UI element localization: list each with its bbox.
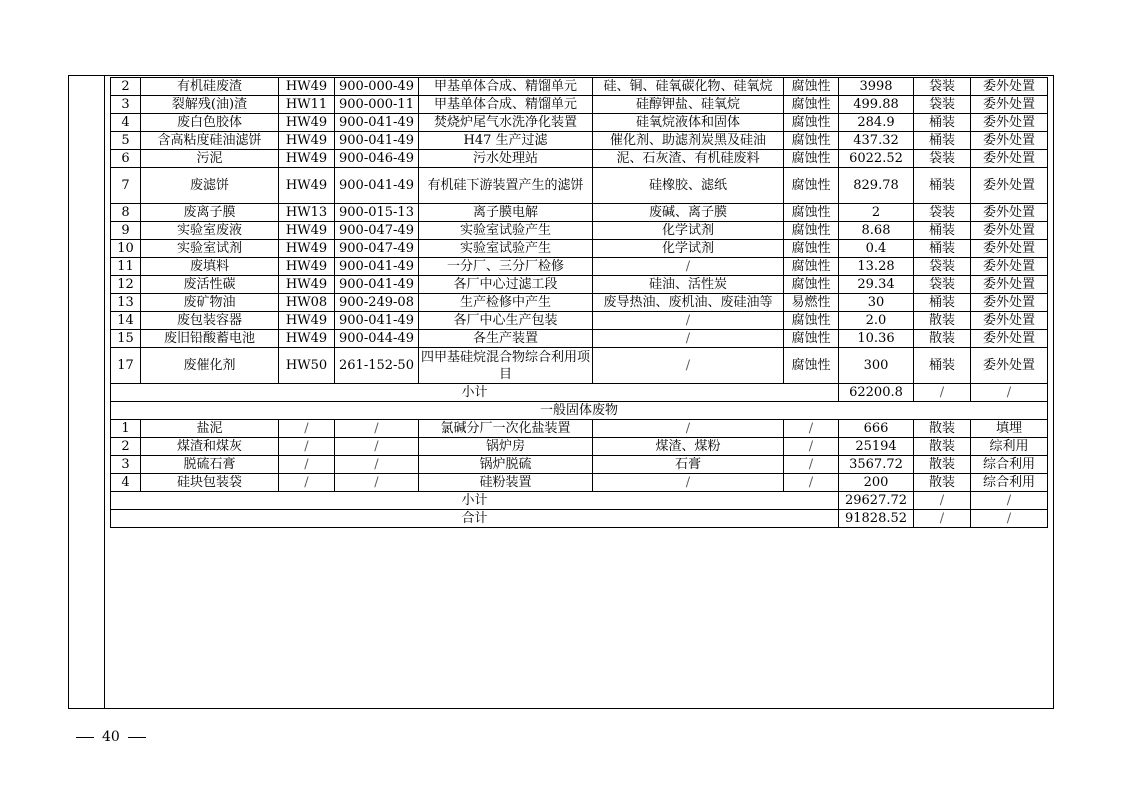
cell-component: 泥、石灰渣、有机硅废料 — [593, 150, 784, 168]
subtotal-disposal: / — [971, 384, 1048, 402]
cell-code: HW13 — [279, 204, 335, 222]
cell-property: 腐蚀性 — [784, 78, 839, 96]
cell-source: 四甲基硅烷混合物综合利用项目 — [419, 348, 593, 384]
cell-pack: 桶装 — [914, 348, 971, 384]
total-disposal: / — [971, 510, 1048, 528]
cell-amount: 2.0 — [839, 312, 914, 330]
cell-code: HW49 — [279, 330, 335, 348]
cell-amount: 437.32 — [839, 132, 914, 150]
cell-disposal: 委外处置 — [971, 240, 1048, 258]
hazardous-subtotal — [111, 384, 1048, 420]
cell-sub: 900-249-08 — [335, 294, 419, 312]
cell-amount: 25194 — [839, 438, 914, 456]
cell-disposal: 委外处置 — [971, 276, 1048, 294]
cell-source: 生产检修中产生 — [419, 294, 593, 312]
cell-name: 废填料 — [141, 258, 279, 276]
cell-component: 化学试剂 — [593, 240, 784, 258]
cell-code: HW08 — [279, 294, 335, 312]
table-row — [111, 312, 1048, 330]
cell-sub: 900-041-49 — [335, 258, 419, 276]
cell-name: 裂解残(油)渣 — [141, 96, 279, 114]
cell-no: 4 — [111, 114, 141, 132]
cell-sub: 900-046-49 — [335, 150, 419, 168]
cell-disposal: 委外处置 — [971, 222, 1048, 240]
cell-no: 5 — [111, 132, 141, 150]
cell-code: / — [279, 456, 335, 474]
table-row — [111, 78, 1048, 96]
cell-property: 腐蚀性 — [784, 96, 839, 114]
cell-amount: 30 — [839, 294, 914, 312]
cell-property: 腐蚀性 — [784, 258, 839, 276]
cell-source: 各生产装置 — [419, 330, 593, 348]
cell-no: 2 — [111, 438, 141, 456]
cell-source: 有机硅下游装置产生的滤饼 — [419, 168, 593, 204]
cell-sub: 261-152-50 — [335, 348, 419, 384]
cell-disposal: 委外处置 — [971, 330, 1048, 348]
cell-disposal: 委外处置 — [971, 258, 1048, 276]
cell-property: / — [784, 456, 839, 474]
table-row — [111, 222, 1048, 240]
cell-property: / — [784, 438, 839, 456]
cell-property: 腐蚀性 — [784, 114, 839, 132]
cell-sub: 900-041-49 — [335, 168, 419, 204]
table-row — [111, 510, 1048, 528]
table-row — [111, 240, 1048, 258]
cell-amount: 6022.52 — [839, 150, 914, 168]
cell-sub: 900-015-13 — [335, 204, 419, 222]
cell-amount: 284.9 — [839, 114, 914, 132]
cell-disposal: 委外处置 — [971, 204, 1048, 222]
table-row — [111, 330, 1048, 348]
cell-code: HW11 — [279, 96, 335, 114]
cell-source: 一分厂、三分厂检修 — [419, 258, 593, 276]
cell-source: 实验室试验产生 — [419, 240, 593, 258]
total-pack: / — [914, 510, 971, 528]
cell-code: HW49 — [279, 150, 335, 168]
cell-component: 硅氧烷液体和固体 — [593, 114, 784, 132]
cell-sub: / — [335, 438, 419, 456]
cell-name: 废催化剂 — [141, 348, 279, 384]
subtotal-label: 小计 — [111, 384, 839, 402]
total-amount: 91828.52 — [839, 510, 914, 528]
cell-sub: 900-041-49 — [335, 276, 419, 294]
cell-amount: 10.36 — [839, 330, 914, 348]
cell-pack: 散装 — [914, 312, 971, 330]
cell-disposal: 委外处置 — [971, 132, 1048, 150]
subtotal-amount: 29627.72 — [839, 492, 914, 510]
cell-sub: 900-000-49 — [335, 78, 419, 96]
cell-component: 废碱、离子膜 — [593, 204, 784, 222]
cell-no: 13 — [111, 294, 141, 312]
cell-property: 腐蚀性 — [784, 276, 839, 294]
cell-code: HW49 — [279, 114, 335, 132]
cell-amount: 8.68 — [839, 222, 914, 240]
waste-table — [110, 77, 1048, 528]
cell-property: 腐蚀性 — [784, 222, 839, 240]
cell-pack: 散装 — [914, 474, 971, 492]
cell-pack: 桶装 — [914, 132, 971, 150]
table-row — [111, 168, 1048, 204]
cell-source: 实验室试验产生 — [419, 222, 593, 240]
cell-pack: 桶装 — [914, 114, 971, 132]
left-dash — [76, 737, 94, 738]
cell-no: 1 — [111, 420, 141, 438]
cell-component: 化学试剂 — [593, 222, 784, 240]
cell-source: 各厂中心生产包装 — [419, 312, 593, 330]
cell-amount: 666 — [839, 420, 914, 438]
cell-disposal: 委外处置 — [971, 150, 1048, 168]
cell-amount: 499.88 — [839, 96, 914, 114]
subtotal-label: 小计 — [111, 492, 839, 510]
cell-disposal: 委外处置 — [971, 114, 1048, 132]
table-row — [111, 132, 1048, 150]
cell-source: 甲基单体合成、精馏单元 — [419, 96, 593, 114]
cell-code: HW50 — [279, 348, 335, 384]
cell-no: 2 — [111, 78, 141, 96]
cell-pack: 散装 — [914, 456, 971, 474]
cell-amount: 2 — [839, 204, 914, 222]
cell-no: 10 — [111, 240, 141, 258]
cell-disposal: 委外处置 — [971, 348, 1048, 384]
table-row — [111, 474, 1048, 492]
page-number: 40 — [102, 729, 120, 745]
cell-code: / — [279, 420, 335, 438]
table-row — [111, 348, 1048, 384]
cell-sub: / — [335, 456, 419, 474]
cell-pack: 袋装 — [914, 258, 971, 276]
table-row — [111, 204, 1048, 222]
cell-code: HW49 — [279, 222, 335, 240]
cell-name: 废活性碳 — [141, 276, 279, 294]
cell-source: 甲基单体合成、精馏单元 — [419, 78, 593, 96]
cell-no: 17 — [111, 348, 141, 384]
cell-pack: 桶装 — [914, 168, 971, 204]
cell-component: / — [593, 330, 784, 348]
cell-component: 硅、铜、硅氧碳化物、硅氧烷 — [593, 78, 784, 96]
cell-no: 6 — [111, 150, 141, 168]
cell-disposal: 综利用 — [971, 438, 1048, 456]
cell-name: 废离子膜 — [141, 204, 279, 222]
cell-property: / — [784, 474, 839, 492]
cell-component: 硅油、活性炭 — [593, 276, 784, 294]
total-label: 合计 — [111, 510, 839, 528]
section-header-general-waste: 一般固体废物 — [111, 402, 1048, 420]
table-row — [111, 492, 1048, 510]
subtotal-pack: / — [914, 384, 971, 402]
cell-source: 污水处理站 — [419, 150, 593, 168]
cell-source: H47 生产过滤 — [419, 132, 593, 150]
cell-name: 废包装容器 — [141, 312, 279, 330]
cell-component: / — [593, 420, 784, 438]
cell-code: HW49 — [279, 258, 335, 276]
cell-name: 脱硫石膏 — [141, 456, 279, 474]
cell-pack: 桶装 — [914, 294, 971, 312]
cell-property: 易燃性 — [784, 294, 839, 312]
cell-no: 7 — [111, 168, 141, 204]
cell-code: HW49 — [279, 240, 335, 258]
cell-property: 腐蚀性 — [784, 204, 839, 222]
cell-pack: 散装 — [914, 420, 971, 438]
cell-code: HW49 — [279, 132, 335, 150]
cell-pack: 散装 — [914, 330, 971, 348]
cell-source: 离子膜电解 — [419, 204, 593, 222]
cell-pack: 散装 — [914, 438, 971, 456]
cell-disposal: 委外处置 — [971, 78, 1048, 96]
cell-code: / — [279, 438, 335, 456]
table-row — [111, 150, 1048, 168]
cell-name: 废白色胶体 — [141, 114, 279, 132]
cell-code: / — [279, 474, 335, 492]
cell-disposal: 委外处置 — [971, 96, 1048, 114]
cell-source: 硅粉装置 — [419, 474, 593, 492]
cell-sub: / — [335, 420, 419, 438]
cell-source: 锅炉房 — [419, 438, 593, 456]
cell-disposal: 委外处置 — [971, 168, 1048, 204]
cell-no: 3 — [111, 456, 141, 474]
cell-code: HW49 — [279, 168, 335, 204]
cell-source: 氯碱分厂一次化盐装置 — [419, 420, 593, 438]
cell-name: 废矿物油 — [141, 294, 279, 312]
cell-component: / — [593, 474, 784, 492]
cell-sub: 900-047-49 — [335, 222, 419, 240]
cell-disposal: 综合利用 — [971, 456, 1048, 474]
cell-name: 含高粘度硅油滤饼 — [141, 132, 279, 150]
cell-name: 污泥 — [141, 150, 279, 168]
cell-no: 12 — [111, 276, 141, 294]
cell-sub: 900-041-49 — [335, 312, 419, 330]
cell-no: 3 — [111, 96, 141, 114]
cell-pack: 桶装 — [914, 222, 971, 240]
table-row — [111, 294, 1048, 312]
cell-component: 石膏 — [593, 456, 784, 474]
cell-name: 废旧铅酸蓄电池 — [141, 330, 279, 348]
cell-amount: 200 — [839, 474, 914, 492]
cell-component: / — [593, 258, 784, 276]
cell-property: 腐蚀性 — [784, 348, 839, 384]
cell-name: 有机硅废渣 — [141, 78, 279, 96]
cell-sub: / — [335, 474, 419, 492]
subtotal-disposal: / — [971, 492, 1048, 510]
cell-no: 4 — [111, 474, 141, 492]
cell-component: 煤渣、煤粉 — [593, 438, 784, 456]
table-row — [111, 114, 1048, 132]
cell-component: 硅橡胶、滤纸 — [593, 168, 784, 204]
cell-disposal: 委外处置 — [971, 294, 1048, 312]
table-row — [111, 258, 1048, 276]
cell-sub: 900-044-49 — [335, 330, 419, 348]
table-row — [111, 420, 1048, 438]
cell-amount: 13.28 — [839, 258, 914, 276]
hazardous-waste-rows — [111, 78, 1048, 384]
cell-pack: 桶装 — [914, 240, 971, 258]
cell-no: 9 — [111, 222, 141, 240]
cell-no: 14 — [111, 312, 141, 330]
table-row — [111, 402, 1048, 420]
cell-sub: 900-047-49 — [335, 240, 419, 258]
cell-pack: 袋装 — [914, 150, 971, 168]
cell-no: 15 — [111, 330, 141, 348]
cell-name: 实验室废液 — [141, 222, 279, 240]
cell-property: 腐蚀性 — [784, 132, 839, 150]
cell-component: / — [593, 312, 784, 330]
cell-code: HW49 — [279, 78, 335, 96]
table-row — [111, 96, 1048, 114]
cell-sub: 900-041-49 — [335, 114, 419, 132]
table-row — [111, 438, 1048, 456]
cell-amount: 29.34 — [839, 276, 914, 294]
cell-component: / — [593, 348, 784, 384]
cell-amount: 300 — [839, 348, 914, 384]
cell-component: 硅醇钾盐、硅氧烷 — [593, 96, 784, 114]
cell-source: 锅炉脱硫 — [419, 456, 593, 474]
cell-amount: 0.4 — [839, 240, 914, 258]
cell-code: HW49 — [279, 312, 335, 330]
table-row — [111, 456, 1048, 474]
cell-amount: 3567.72 — [839, 456, 914, 474]
cell-disposal: 委外处置 — [971, 312, 1048, 330]
cell-property: 腐蚀性 — [784, 168, 839, 204]
subtotal-amount: 62200.8 — [839, 384, 914, 402]
cell-no: 11 — [111, 258, 141, 276]
cell-name: 废滤饼 — [141, 168, 279, 204]
cell-sub: 900-000-11 — [335, 96, 419, 114]
subtotal-pack: / — [914, 492, 971, 510]
cell-property: / — [784, 420, 839, 438]
cell-property: 腐蚀性 — [784, 150, 839, 168]
page-number-footer — [76, 729, 146, 745]
right-dash — [128, 737, 146, 738]
cell-source: 焚烧炉尾气水洗净化装置 — [419, 114, 593, 132]
cell-pack: 袋装 — [914, 78, 971, 96]
cell-disposal: 综合利用 — [971, 474, 1048, 492]
cell-code: HW49 — [279, 276, 335, 294]
cell-no: 8 — [111, 204, 141, 222]
cell-component: 废导热油、废机油、废硅油等 — [593, 294, 784, 312]
cell-name: 盐泥 — [141, 420, 279, 438]
cell-amount: 829.78 — [839, 168, 914, 204]
general-subtotal-and-total — [111, 492, 1048, 528]
cell-property: 腐蚀性 — [784, 240, 839, 258]
general-waste-rows — [111, 420, 1048, 492]
cell-name: 煤渣和煤灰 — [141, 438, 279, 456]
frame-divider — [104, 75, 105, 709]
cell-name: 硅块包装袋 — [141, 474, 279, 492]
table-row — [111, 276, 1048, 294]
cell-component: 催化剂、助滤剂炭黑及硅油 — [593, 132, 784, 150]
cell-property: 腐蚀性 — [784, 312, 839, 330]
cell-pack: 袋装 — [914, 204, 971, 222]
cell-sub: 900-041-49 — [335, 132, 419, 150]
cell-amount: 3998 — [839, 78, 914, 96]
cell-source: 各厂中心过滤工段 — [419, 276, 593, 294]
cell-pack: 袋装 — [914, 276, 971, 294]
cell-pack: 袋装 — [914, 96, 971, 114]
table-row — [111, 384, 1048, 402]
cell-property: 腐蚀性 — [784, 330, 839, 348]
cell-name: 实验室试剂 — [141, 240, 279, 258]
cell-disposal: 填埋 — [971, 420, 1048, 438]
